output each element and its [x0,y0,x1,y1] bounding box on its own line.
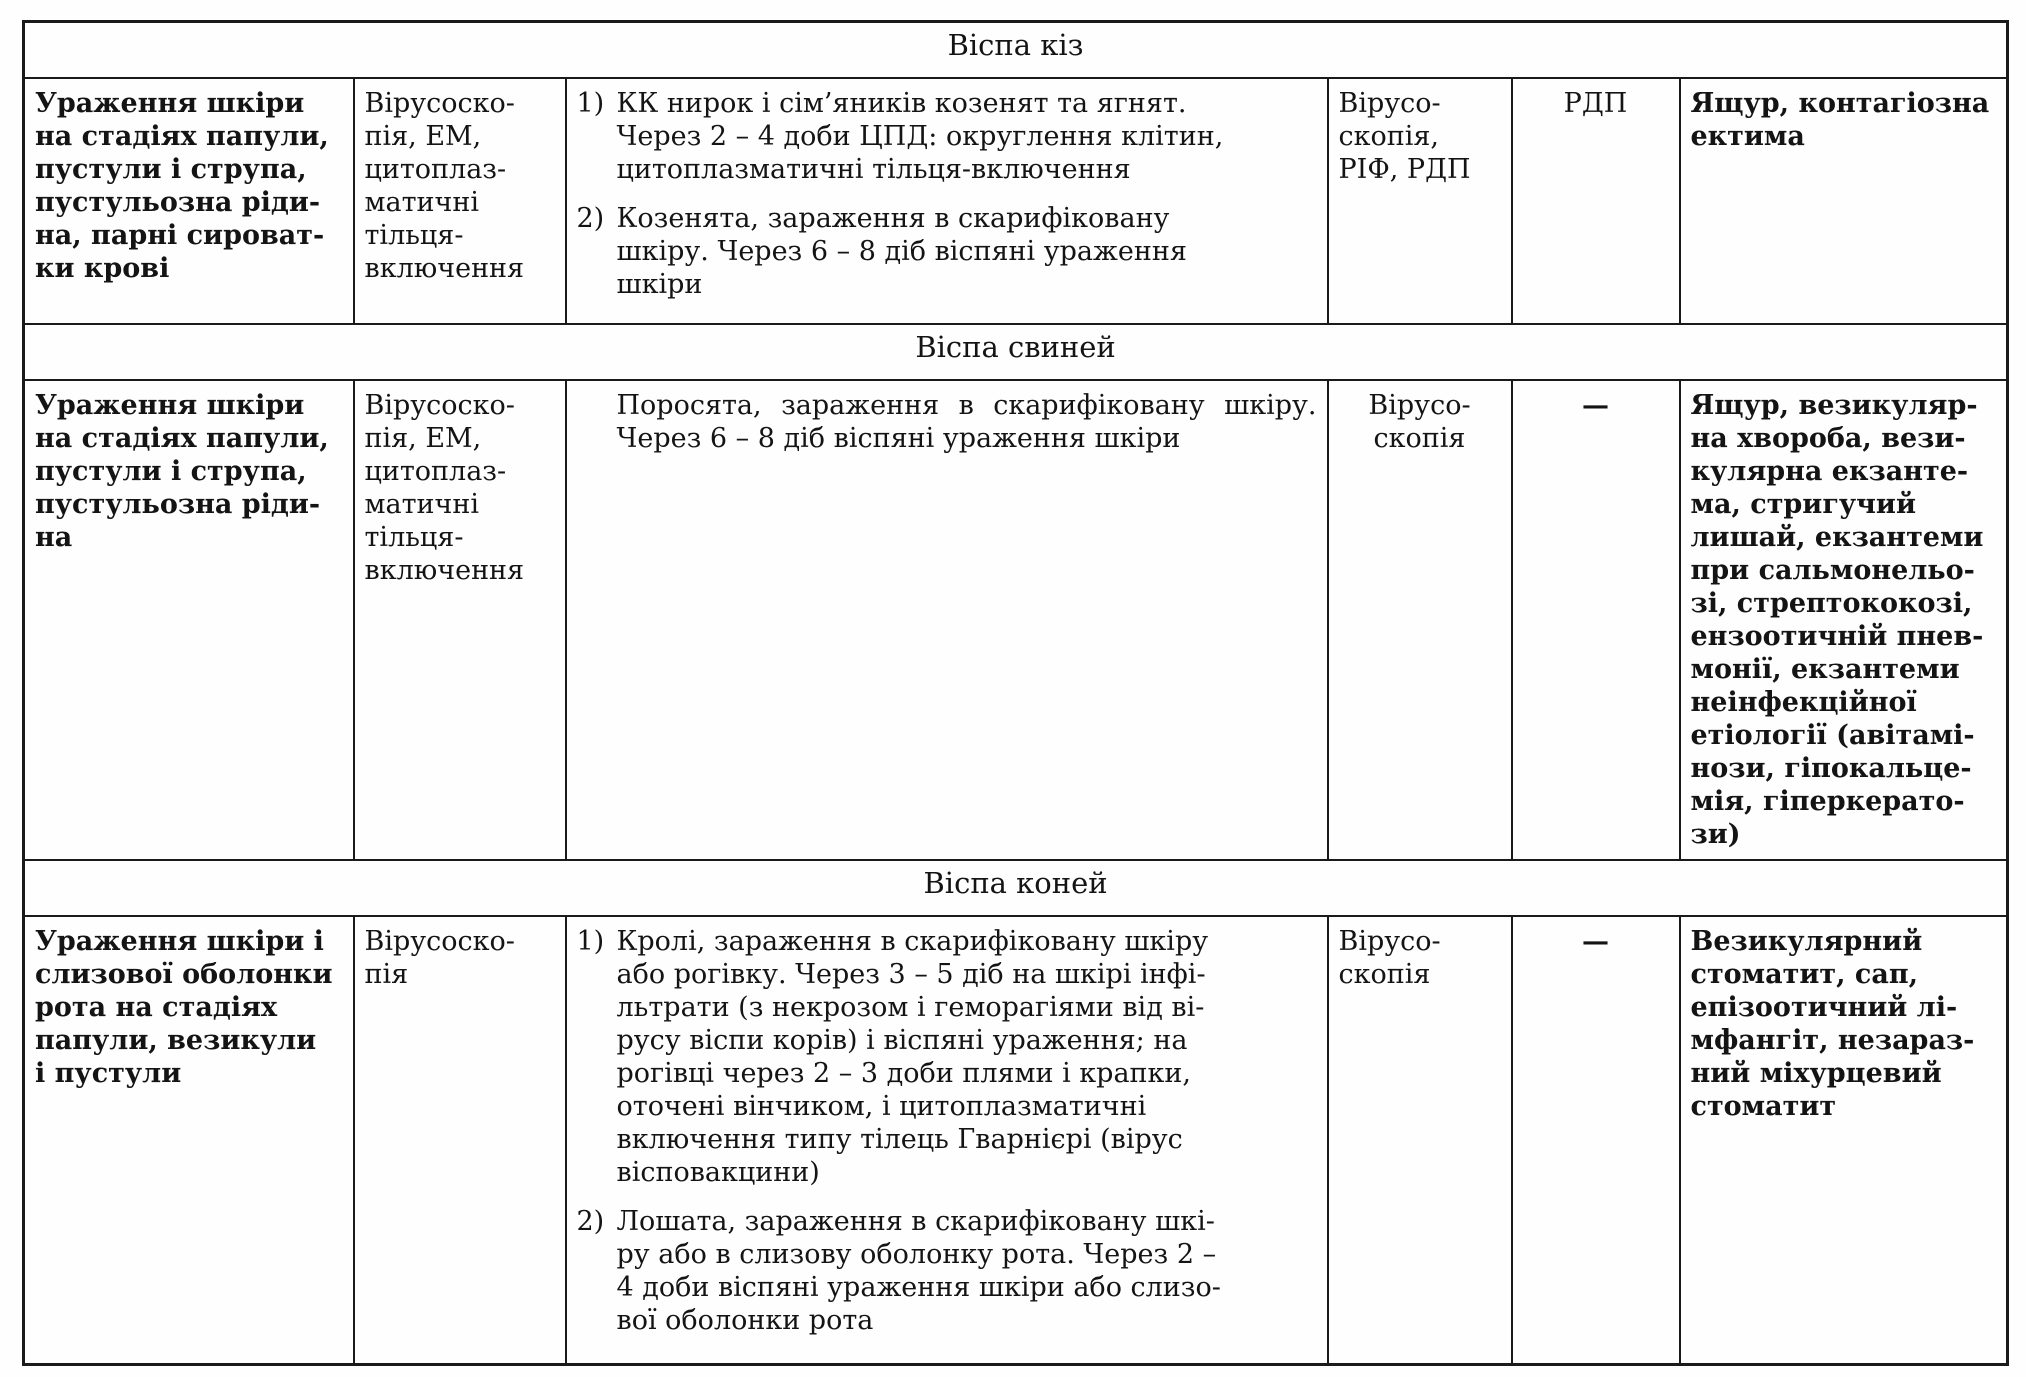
item-text: КК нирок і сім’яників козенят та ягнят. Через 2 – 4 доби ЦПД: округлення клітин, цитоплазматичні тільця-включення [616,88,1224,185]
item-number: 1) [576,88,605,119]
isolation-method-text: Поросята, зараження в скарифіковану шкіру. Через 6 – 8 діб віспяні ураження шкіри [616,390,1317,454]
isolation-method-item [577,202,1317,301]
table-row [24,916,2008,1365]
isolation-cell [566,916,1328,1365]
isolation-method-item [577,87,1317,186]
isolation-method-item [577,925,1317,1189]
section-header-row [24,324,2008,380]
serology-cell: РДП [1512,78,1680,324]
item-text: Кролі, зараження в скарифіковану шкіру або рогівку. Через 3 – 5 діб на шкірі інфі- льтрати (з некрозом і геморагіями від ві- русу віспи корів) і віспяні ураження; на рогівці через 2 – 3 доби плями і крапки, оточені вінчиком, і цитоплазматичні включення типу тілець Гварнієрі (вірус вісповакцини) [616,926,1209,1188]
differential-diagnosis-cell: Везикулярний стоматит, сап, епізоотичний лі- мфангіт, незараз- ний міхурцевий стоматит [1680,916,2008,1365]
item-text: Лошата, зараження в скарифіковану шкі- ру або в слизову оболонку рота. Через 2 – 4 доби віспяні ураження шкіри або слизо- вої оболонки рота [616,1206,1221,1336]
isolation-cell [566,380,1328,860]
express-diagnosis-cell: Вірусоско- пія, ЕМ, цитоплаз- матичні тільця- включення [354,380,566,860]
section-header-row [24,860,2008,916]
table-row [24,380,2008,860]
serology-dash: — [1582,926,1609,957]
material-cell: Ураження шкіри на стадіях папули, пустули і струпа, пустульозна ріди- на, парні сироват- ки крові [24,78,354,324]
express-diagnosis-cell: Вірусоско- пія [354,916,566,1365]
identification-cell: Вірусо- скопія [1328,380,1512,860]
material-cell: Ураження шкіри і слизової оболонки рота на стадіях папули, везикули і пустули [24,916,354,1365]
isolation-method-item [577,1205,1317,1337]
section-title-horse-pox: Віспа коней [24,860,2008,916]
isolation-cell [566,78,1328,324]
item-number: 2) [576,203,605,234]
section-header-row [24,22,2008,79]
item-number: 1) [576,926,605,957]
serology-cell [1512,916,1680,1365]
differential-diagnosis-cell: Ящур, контагіозна ектима [1680,78,2008,324]
diagnosis-table [22,20,2009,1366]
isolation-methods-list [577,925,1317,1337]
identification-cell: Вірусо- скопія, РІФ, РДП [1328,78,1512,324]
item-number: 2) [576,1206,605,1237]
serology-cell [1512,380,1680,860]
section-title-goat-pox: Віспа кіз [24,22,2008,79]
table-row [24,78,2008,324]
identification-cell: Вірусо- скопія [1328,916,1512,1365]
serology-dash: — [1582,390,1609,421]
differential-diagnosis-cell: Ящур, везикуляр- на хвороба, вези- кулярна екзанте- ма, стригучий лишай, екзантеми при сальмонельо- зі, стрептококозі, ензоотичній пнев- монії, екзантеми неінфекційної етіології (авітамі- нози, гіпокальце- мія, гіперкерато- зи) [1680,380,2008,860]
item-text: Козенята, зараження в скарифіковану шкіру. Через 6 – 8 діб віспяні ураження шкіри [616,203,1187,300]
material-cell: Ураження шкіри на стадіях папули, пустули і струпа, пустульозна ріди- на [24,380,354,860]
isolation-methods-list [577,87,1317,301]
section-title-swine-pox: Віспа свиней [24,324,2008,380]
express-diagnosis-cell: Вірусоско- пія, ЕМ, цитоплаз- матичні тільця- включення [354,78,566,324]
